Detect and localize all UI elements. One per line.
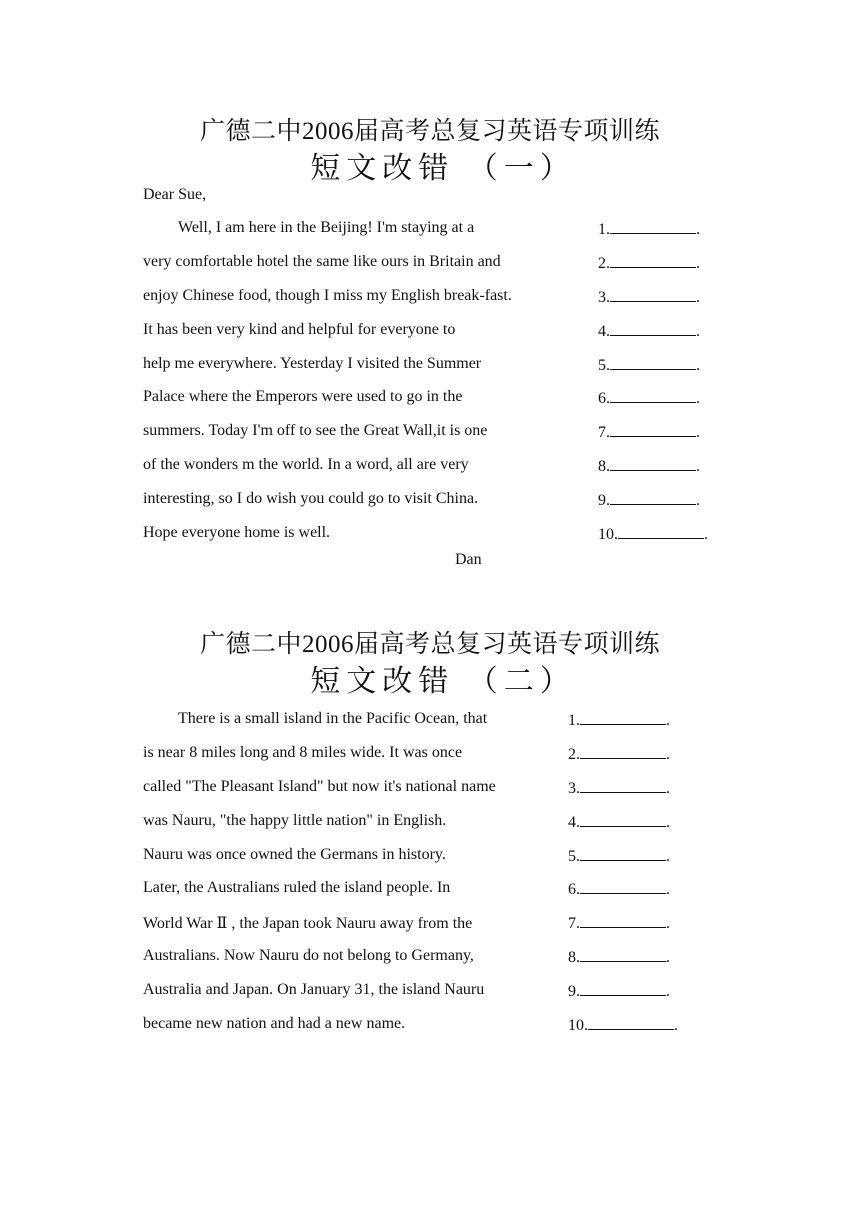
section2-title: 广德二中2006届高考总复习英语专项训练 xyxy=(199,631,660,658)
answer-blank[interactable]: 2. . xyxy=(568,746,670,763)
answer-blank[interactable]: 4. . xyxy=(598,323,700,340)
answer-blank[interactable]: 7. . xyxy=(568,915,670,932)
answer-number: 8. xyxy=(598,458,610,475)
answer-blank[interactable]: 8. . xyxy=(598,458,700,475)
letter-signature: Dan xyxy=(455,551,482,568)
answer-blank[interactable]: 1. . xyxy=(568,712,670,729)
answer-blank[interactable]: 9. . xyxy=(598,492,700,509)
answer-number: 4. xyxy=(568,814,580,831)
passage-line: enjoy Chinese food, though I miss my English break-fast. xyxy=(143,287,512,304)
answer-blank[interactable]: 6. . xyxy=(568,881,670,898)
answer-blank[interactable]: 9. . xyxy=(568,983,670,1000)
answer-blank[interactable]: 1. . xyxy=(598,221,700,238)
answer-number: 6. xyxy=(598,390,610,407)
passage-line: There is a small island in the Pacific Ocean, that xyxy=(178,710,488,727)
passage-line: It has been very kind and helpful for everyone to xyxy=(143,321,456,338)
passage-line: Palace where the Emperors were used to go in the xyxy=(143,388,463,405)
passage-line: is near 8 miles long and 8 miles wide. It was once xyxy=(143,744,463,761)
passage-line: called "The Pleasant Island" but now it's national name xyxy=(143,778,496,795)
answer-blank[interactable]: 3. . xyxy=(598,289,700,306)
section1-title: 广德二中2006届高考总复习英语专项训练 xyxy=(199,118,660,145)
answer-number: 10. xyxy=(568,1017,588,1034)
answer-number: 5. xyxy=(598,357,610,374)
answer-number: 5. xyxy=(568,848,580,865)
passage-line: Nauru was once owned the Germans in history. xyxy=(143,846,446,863)
passage-line: summers. Today I'm off to see the Great Wall,it is one xyxy=(143,422,488,439)
passage-line: very comfortable hotel the same like ours in Britain and xyxy=(143,253,501,270)
answer-number: 3. xyxy=(598,289,610,306)
answer-blank[interactable]: 8. . xyxy=(568,949,670,966)
passage-line: help me everywhere. Yesterday I visited the Summer xyxy=(143,355,482,372)
answer-blank[interactable]: 3. . xyxy=(568,780,670,797)
answer-number: 4. xyxy=(598,323,610,340)
answer-blank[interactable]: 7. . xyxy=(598,424,700,441)
passage-line: was Nauru, "the happy little nation" in English. xyxy=(143,812,447,829)
answer-number: 2. xyxy=(598,255,610,272)
answer-number: 7. xyxy=(598,424,610,441)
answer-number: 6. xyxy=(568,881,580,898)
answer-blank[interactable]: 6. . xyxy=(598,390,700,407)
answer-number: 1. xyxy=(568,712,580,729)
answer-number: 8. xyxy=(568,949,580,966)
passage-line: Hope everyone home is well. xyxy=(143,524,331,541)
answer-blank[interactable]: 5. . xyxy=(568,848,670,865)
section2-subtitle: 短文改错 （二） xyxy=(310,665,576,698)
section1-subtitle: 短文改错 （一） xyxy=(310,152,576,185)
passage-line: became new nation and had a new name. xyxy=(143,1015,406,1032)
answer-blank[interactable]: 5. . xyxy=(598,357,700,374)
answer-number: 7. xyxy=(568,915,580,932)
letter-greeting: Dear Sue, xyxy=(143,186,207,203)
answer-number: 9. xyxy=(598,492,610,509)
answer-blank[interactable]: 2. . xyxy=(598,255,700,272)
answer-blank[interactable]: 4. . xyxy=(568,814,670,831)
passage-line: World War Ⅱ , the Japan took Nauru away from the xyxy=(143,915,473,932)
answer-number: 9. xyxy=(568,983,580,1000)
answer-number: 2. xyxy=(568,746,580,763)
passage-line: Australia and Japan. On January 31, the island Nauru xyxy=(143,981,485,998)
answer-number: 3. xyxy=(568,780,580,797)
passage-line: of the wonders m the world. In a word, all are very xyxy=(143,456,469,473)
passage-line: Later, the Australians ruled the island people. In xyxy=(143,879,451,896)
answer-blank[interactable]: 10. . xyxy=(598,526,708,543)
answer-blank[interactable]: 10. . xyxy=(568,1017,678,1034)
answer-number: 10. xyxy=(598,526,618,543)
passage-line: Well, I am here in the Beijing! I'm staying at a xyxy=(178,219,475,236)
passage-line: interesting, so I do wish you could go to visit China. xyxy=(143,490,479,507)
answer-number: 1. xyxy=(598,221,610,238)
passage-line: Australians. Now Nauru do not belong to Germany, xyxy=(143,947,474,964)
